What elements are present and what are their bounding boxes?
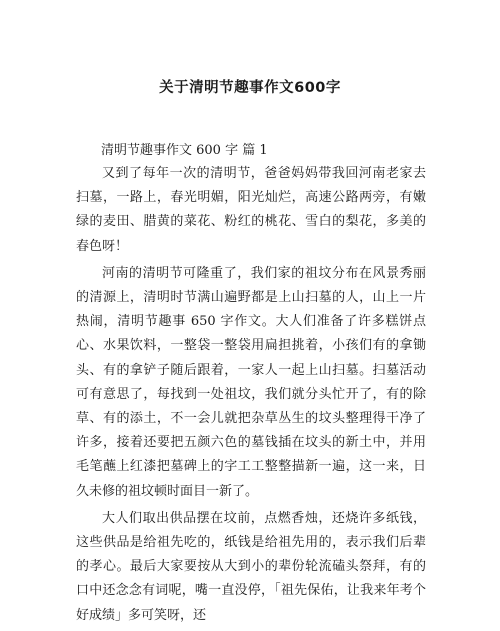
paragraph: 大人们取出供品摆在坟前，点燃香烛，还烧许多纸钱，这些供品是给祖先吃的，纸钱是给祖先用的，表示我们后辈的孝心。最后大家要按从大到小的辈份轮流磕头祭拜，有的口中还念念有词呢，嘴一直没停，「祖先保佑，让我来年考个好成绩」多可笑呀，还 [76, 510, 426, 623]
document-title: 关于清明节趣事作文600字 [159, 80, 341, 96]
paragraph: 河南的清明节可隆重了，我们家的祖坟分布在风景秀丽的清源上，清明时节满山遍野都是上山扫墓的人，山上一片热闹，清明节趣事 650 字作文。大人们准备了许多糕饼点心、水果饮料，一整袋一整袋用扁担挑着，小孩们有的拿锄头、有的拿铲子随后跟着，一家人一起上山扫墓。扫墓活动可有意思了，每找到一处祖坟，我们就分头忙开了，有的除草、有的添土，不一会儿就把杂草丛生的坟头整理得干净了许多，接着还要把五颜六色的墓钱插在坟头的新土中，并用毛笔蘸上红漆把墓碑上的字工工整整描新一遍，这一来，日久未修的祖坟顿时面目一新了。 [76, 265, 426, 499]
section-heading: 清明节趣事作文 600 字 篇 1 [101, 143, 268, 158]
document-body [76, 162, 426, 631]
paragraph: 又到了每年一次的清明节，爸爸妈妈带我回河南老家去扫墓，一路上，春光明媚，阳光灿烂，高速公路两旁，有嫩绿的麦田、腊黄的菜花、粉红的桃花、雪白的梨花，多美的春色呀！ [76, 166, 426, 254]
